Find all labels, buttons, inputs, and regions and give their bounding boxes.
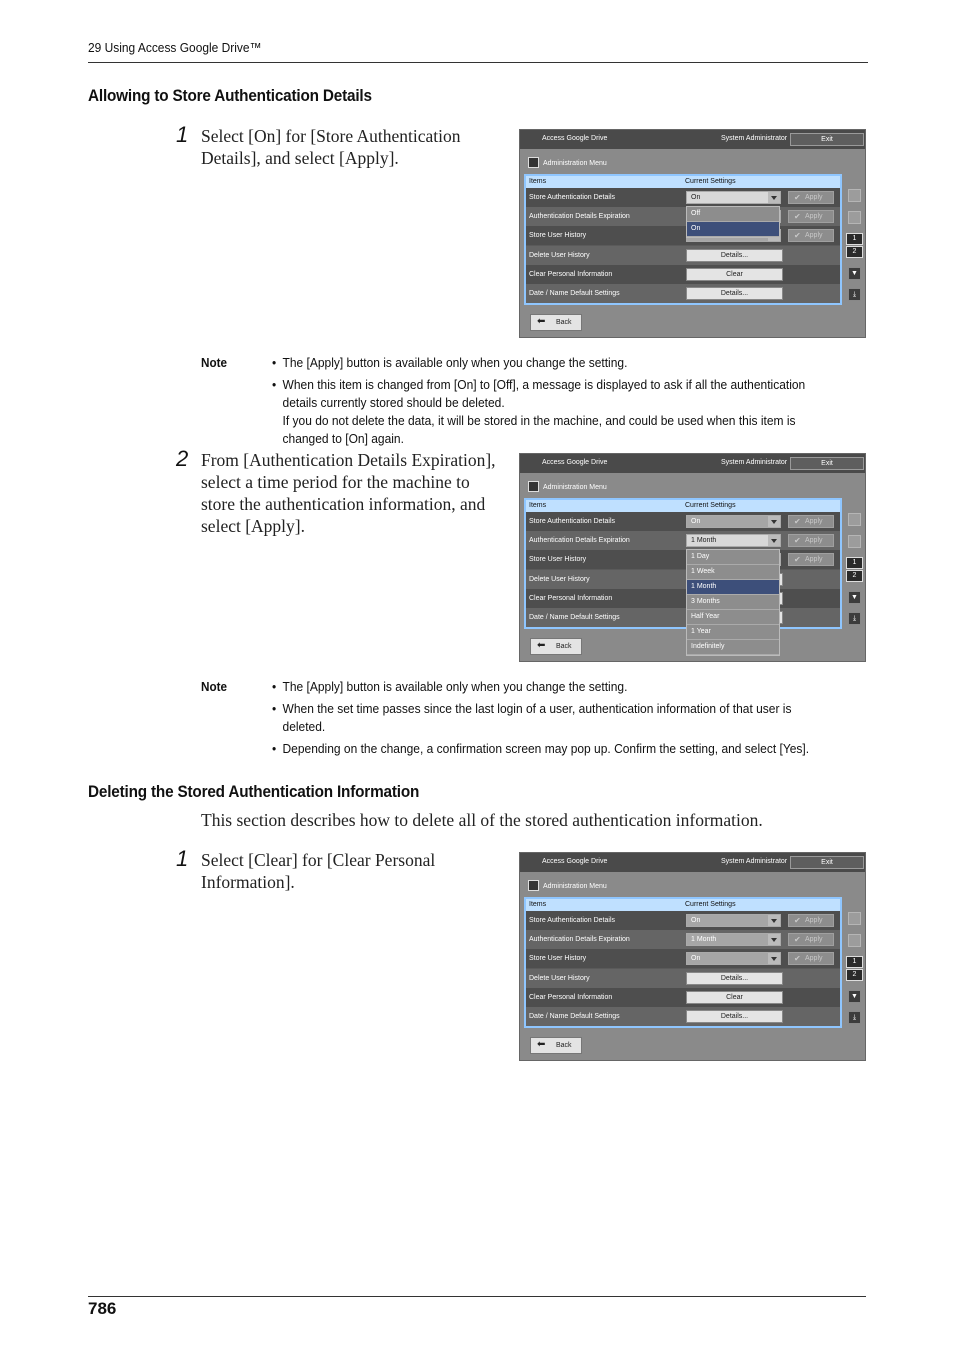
check-icon: ✔ (794, 231, 801, 241)
clear-button[interactable]: Clear (686, 268, 783, 281)
apply-button[interactable] (788, 534, 834, 547)
back-label: Back (556, 1042, 572, 1049)
table-header (526, 500, 840, 512)
back-button[interactable] (530, 638, 582, 655)
row-label: Store Authentication Details (529, 518, 615, 525)
col-current: Current Settings (685, 901, 736, 908)
dropdown-list[interactable] (686, 206, 780, 238)
row-label: Store User History (529, 556, 587, 564)
exit-button[interactable]: Exit (790, 457, 864, 470)
clear-button[interactable]: Clear (686, 991, 783, 1004)
screenshot-clear (519, 852, 866, 1061)
apply-label: Apply (805, 556, 823, 564)
row-label: Date / Name Default Settings (529, 614, 620, 621)
row-label: Store User History (529, 232, 587, 240)
check-icon: ✔ (794, 954, 801, 964)
footer-rule (88, 1296, 866, 1297)
table-row[interactable] (526, 512, 840, 531)
scroll-up-button[interactable] (848, 934, 861, 947)
apply-label: Apply (805, 213, 823, 221)
chevron-down-icon (768, 953, 780, 964)
details-button[interactable]: Details... (686, 287, 783, 300)
table-header (526, 899, 840, 911)
setting-dropdown[interactable] (686, 914, 781, 927)
scroll-up-button[interactable] (848, 211, 861, 224)
dropdown-option[interactable]: 1 Year (687, 625, 779, 640)
apply-button[interactable] (788, 952, 834, 965)
admin-label: System Administrator (721, 858, 788, 865)
table-row[interactable] (526, 531, 840, 550)
scroll-up-button[interactable] (848, 535, 861, 548)
table-row[interactable] (526, 207, 840, 226)
dropdown-option[interactable]: 1 Week (687, 565, 779, 580)
note-bullet: • When this item is changed from [On] to [Off], a message is displayed to ask if all the authentication details currently stored should be deleted. (271, 376, 837, 412)
apply-button[interactable] (788, 515, 834, 528)
row-label: Authentication Details Expiration (529, 537, 630, 545)
app-title: Access Google Drive (542, 858, 608, 865)
chevron-down-icon (768, 516, 780, 527)
table-row[interactable] (526, 284, 840, 303)
back-button[interactable] (530, 1037, 582, 1054)
admin-label: System Administrator (721, 459, 788, 466)
page-indicator-1: 1 (846, 233, 863, 245)
note-label: Note (201, 355, 228, 370)
col-current: Current Settings (685, 178, 736, 185)
scroll-down-button[interactable] (848, 990, 861, 1003)
check-icon: ✔ (794, 193, 801, 202)
check-icon: ✔ (794, 536, 801, 546)
step-text: Select [On] for [Store Authentication Details], and select [Apply]. (201, 126, 461, 168)
chevron-down-icon: ▼ (851, 594, 858, 601)
exit-button[interactable]: Exit (790, 856, 864, 869)
apply-button[interactable] (788, 191, 834, 204)
back-label: Back (556, 643, 572, 650)
row-label: Store Authentication Details (529, 917, 615, 924)
chevron-down-icon (768, 192, 780, 203)
details-button[interactable]: Details... (686, 249, 783, 262)
screenshot-store-auth (519, 129, 866, 338)
dropdown-value: 1 Month (691, 936, 717, 944)
note-bullet: • The [Apply] button is available only when you change the setting. (271, 678, 837, 696)
scroll-bottom-button[interactable] (848, 1011, 861, 1024)
back-arrow-icon: ⬅ (537, 1039, 546, 1050)
section-heading: Deleting the Stored Authentication Information (88, 782, 420, 801)
check-icon: ✔ (794, 916, 801, 925)
chevron-down-icon (768, 915, 780, 926)
scroll-bottom-button[interactable] (848, 612, 861, 625)
step-number: 2 (176, 446, 189, 471)
dropdown-option[interactable]: Half Year (687, 610, 779, 625)
setting-dropdown[interactable] (686, 534, 781, 547)
chevron-down-icon: ▼ (851, 993, 858, 1000)
dropdown-list[interactable] (686, 549, 780, 656)
apply-label: Apply (805, 232, 823, 240)
col-items: Items (529, 901, 547, 908)
table-row[interactable] (526, 570, 840, 589)
page-number: 786 (88, 1299, 117, 1318)
settings-table (524, 897, 842, 1028)
table-row[interactable] (526, 988, 840, 1007)
setting-dropdown[interactable] (686, 952, 781, 965)
check-icon: ✔ (794, 212, 801, 222)
admin-menu-title: Administration Menu (543, 160, 607, 167)
table-row[interactable] (526, 911, 840, 930)
chevron-down-icon (768, 934, 780, 945)
settings-table (524, 498, 842, 629)
row-label: Delete User History (529, 974, 590, 982)
dropdown-option[interactable]: 3 Months (687, 595, 779, 610)
scroll-bottom-button[interactable] (848, 288, 861, 301)
row-label: Clear Personal Information (529, 993, 613, 1001)
apply-label: Apply (805, 518, 823, 525)
apply-button[interactable] (788, 210, 834, 223)
section-intro: This section describes how to delete all of the stored authentication information. (201, 810, 763, 830)
details-button[interactable]: Details... (686, 1010, 783, 1023)
step-text: From [Authentication Details Expiration], select a time period for the machine to store the authentication information, and select [Apply]. (201, 450, 496, 536)
page-indicator-2: 2 (846, 969, 863, 981)
apply-label: Apply (805, 194, 823, 201)
back-button[interactable] (530, 314, 582, 331)
note-label: Note (201, 679, 228, 694)
table-row[interactable] (526, 226, 840, 245)
app-title: Access Google Drive (542, 135, 608, 142)
check-icon: ✔ (794, 517, 801, 526)
dropdown-value: 1 Month (691, 537, 717, 545)
row-label: Clear Personal Information (529, 270, 613, 278)
screen-titlebar (520, 853, 865, 872)
check-icon: ✔ (794, 935, 801, 945)
back-label: Back (556, 319, 572, 326)
back-arrow-icon: ⬅ (537, 316, 546, 327)
table-row[interactable] (526, 265, 840, 284)
admin-menu-icon (528, 880, 539, 891)
step-text: Select [Clear] for [Clear Personal Information]. (201, 850, 436, 892)
row-label: Date / Name Default Settings (529, 1013, 620, 1020)
note-bullet: • The [Apply] button is available only when you change the setting. (271, 354, 837, 372)
admin-label: System Administrator (721, 135, 788, 142)
dropdown-value: On (691, 518, 701, 525)
dropdown-option[interactable]: On (687, 222, 779, 237)
note-continuation: If you do not delete the data, it will be stored in the machine, and could be used when this item is changed to [On] again. (282, 414, 796, 446)
settings-table (524, 174, 842, 305)
dropdown-value: On (691, 194, 701, 201)
table-row[interactable] (526, 589, 840, 608)
apply-label: Apply (805, 917, 823, 924)
page-indicator-2: 2 (846, 570, 863, 582)
scroll-down-button[interactable] (848, 267, 861, 280)
page-indicator-1: 1 (846, 956, 863, 968)
col-current: Current Settings (685, 502, 736, 509)
table-row[interactable] (526, 550, 840, 569)
note-bullets (271, 678, 861, 762)
page-indicator-2: 2 (846, 246, 863, 258)
header-rule (88, 62, 868, 63)
chevron-down-icon: ▼ (851, 270, 858, 277)
row-label: Store Authentication Details (529, 194, 615, 201)
apply-button[interactable] (788, 914, 834, 927)
setting-dropdown[interactable] (686, 933, 781, 946)
screen-titlebar (520, 130, 865, 149)
section-heading: Allowing to Store Authentication Details (88, 86, 372, 105)
admin-menu-icon (528, 157, 539, 168)
screenshot-expiration (519, 453, 866, 662)
scroll-top-button[interactable] (848, 912, 861, 925)
dropdown-option[interactable]: 1 Day (687, 550, 779, 565)
admin-menu-icon (528, 481, 539, 492)
admin-menu-title: Administration Menu (543, 883, 607, 890)
dropdown-value: On (691, 955, 701, 963)
back-arrow-icon: ⬅ (537, 640, 546, 651)
note-bullet: • When the set time passes since the last login of a user, authentication information of that user is deleted. (271, 700, 837, 736)
row-label: Date / Name Default Settings (529, 290, 620, 297)
running-head: 29 Using Access Google Drive™ (88, 40, 262, 55)
col-items: Items (529, 502, 547, 509)
screen-titlebar (520, 454, 865, 473)
note-bullets (271, 354, 861, 448)
chevron-bottom-icon: ⤓ (852, 1014, 857, 1021)
apply-label: Apply (805, 955, 823, 963)
table-row[interactable] (526, 188, 840, 207)
col-items: Items (529, 178, 547, 185)
apply-label: Apply (805, 936, 823, 944)
exit-button[interactable]: Exit (790, 133, 864, 146)
table-header (526, 176, 840, 188)
admin-menu-title: Administration Menu (543, 484, 607, 491)
dropdown-value: On (691, 917, 701, 924)
details-button[interactable]: Details... (686, 972, 783, 985)
app-title: Access Google Drive (542, 459, 608, 466)
dropdown-option[interactable]: Off (687, 207, 779, 222)
dropdown-option[interactable]: Indefinitely (687, 640, 779, 655)
scroll-top-button[interactable] (848, 513, 861, 526)
chevron-down-icon (768, 535, 780, 546)
setting-dropdown[interactable] (686, 191, 781, 204)
scroll-top-button[interactable] (848, 189, 861, 202)
table-row[interactable] (526, 949, 840, 968)
apply-button[interactable] (788, 229, 834, 242)
apply-label: Apply (805, 537, 823, 545)
row-label: Clear Personal Information (529, 594, 613, 602)
setting-dropdown[interactable] (686, 515, 781, 528)
check-icon: ✔ (794, 555, 801, 565)
chevron-bottom-icon: ⤓ (852, 615, 857, 622)
table-row[interactable] (526, 930, 840, 949)
table-row[interactable] (526, 969, 840, 988)
dropdown-option[interactable]: 1 Month (687, 580, 779, 595)
page-indicator-1: 1 (846, 557, 863, 569)
step-number: 1 (176, 846, 189, 871)
step-number: 1 (176, 122, 189, 147)
table-row[interactable] (526, 246, 840, 265)
chevron-bottom-icon: ⤓ (852, 291, 857, 298)
apply-button[interactable] (788, 933, 834, 946)
row-label: Store User History (529, 955, 587, 963)
table-row[interactable] (526, 608, 840, 627)
scroll-down-button[interactable] (848, 591, 861, 604)
apply-button[interactable] (788, 553, 834, 566)
row-label: Authentication Details Expiration (529, 936, 630, 944)
table-row[interactable] (526, 1007, 840, 1026)
row-label: Delete User History (529, 575, 590, 583)
note-bullet: • Depending on the change, a confirmation screen may pop up. Confirm the setting, and select [Yes]. (271, 740, 837, 758)
row-label: Authentication Details Expiration (529, 213, 630, 221)
row-label: Delete User History (529, 251, 590, 259)
